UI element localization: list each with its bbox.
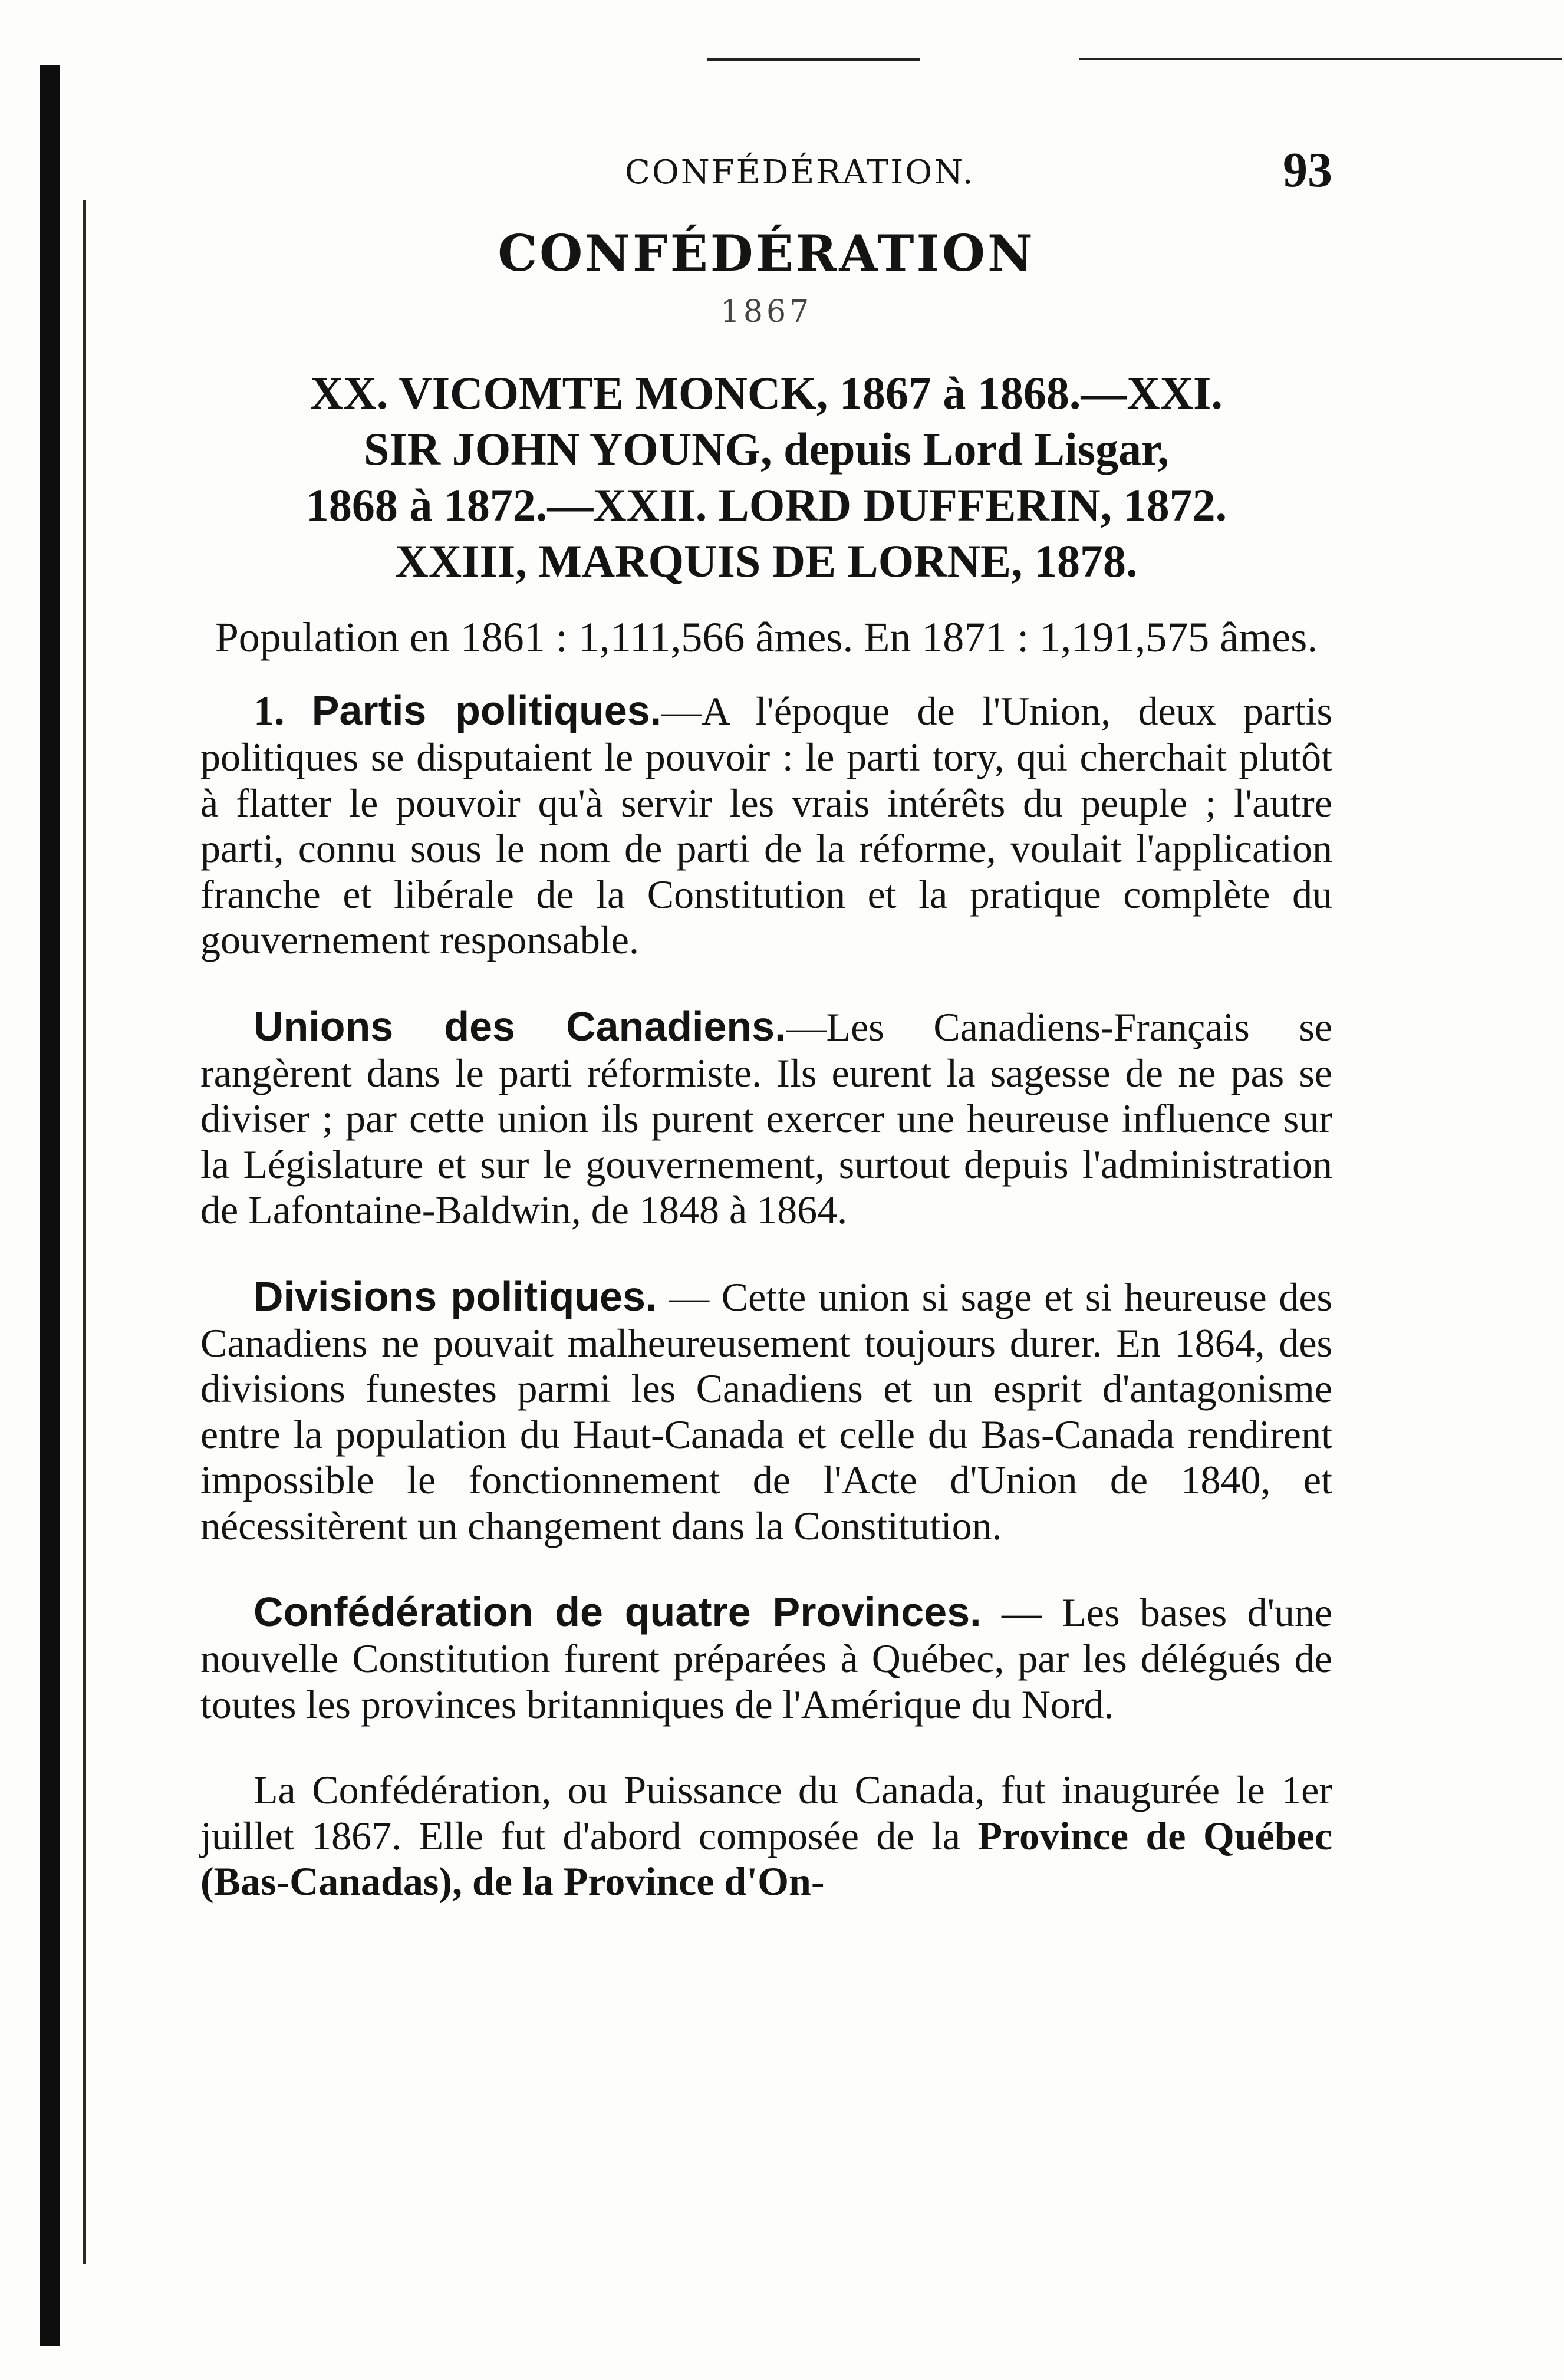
section-text: —Les Canadiens-Français se rangèrent dans le parti réformiste. Ils eurent la sagesse de ne pas se diviser ; par cette union ils purent exercer une heureuse influence sur la Législature et sur le gouvernement, surtout depuis l'administration de Lafontaine-Baldwin, de 1848 à 1864. <box>200 1005 1333 1233</box>
governors-line-1: XX. VICOMTE MONCK, 1867 à 1868.—XXI. <box>310 367 1223 419</box>
binding-shadow <box>83 200 86 2264</box>
governors-line-2: SIR JOHN YOUNG, depuis Lord Lisgar, <box>364 423 1169 475</box>
governors-line-3: 1868 à 1872.—XXII. LORD DUFFERIN, 1872. <box>305 479 1227 531</box>
top-rule-left <box>707 58 920 61</box>
section-number: 1. <box>253 688 285 734</box>
governors-list <box>200 365 1332 590</box>
running-head-title: CONFÉDÉRATION. <box>625 153 975 192</box>
final-paragraph <box>200 1767 1332 1905</box>
population-note: Population en 1861 : 1,111,566 âmes. En 1871 : 1,191,575 âmes. <box>215 613 1318 661</box>
governors-line-4: XXIII, MARQUIS DE LORNE, 1878. <box>395 535 1138 587</box>
section-heading: Confédération de quatre Provinces. <box>253 1589 982 1635</box>
final-paragraph-text: La Confédération, ou Puissance du Canada, fut inaugurée le 1er juillet 1867. Elle fut d'abord composée de la <box>200 1767 1332 1858</box>
section-partis-politiques <box>200 687 1332 963</box>
section-text: — Les bases d'une nouvelle Constitution furent préparées à Québec, par les délégués de toutes les provinces britanniques de l'Amérique du Nord. <box>200 1590 1333 1727</box>
section-heading: Divisions politiques. <box>253 1273 657 1319</box>
final-paragraph-tail: Province de Québec (Bas-Canadas), de la Province d'On- <box>200 1813 1333 1904</box>
section-text: — Cette union si sage et si heureuse des Canadiens ne pouvait malheureusement toujours durer. En 1864, des divisions funestes parmi les Canadiens et un esprit d'antagonisme entre la population du Haut-Canada et celle du Bas-Canada rendirent impossible le fonctionnement de l'Acte d'Union de 1840, et nécessitèrent un changement dans la Constitution. <box>200 1274 1332 1548</box>
section-divisions-politiques <box>200 1273 1332 1549</box>
binding-edge <box>40 65 60 2346</box>
section-text: —A l'époque de l'Union, deux partis politiques se disputaient le pouvoir : le parti tory, qui cherchait plutôt à flatter le pouvoir qu'à servir les vrais intérêts du peuple ; l'autre parti, connu sous le nom de parti de la réforme, voulait l'application franche et libérale de la Constitution et la pratique complète du gouvernement responsable. <box>200 688 1333 963</box>
section-heading: Partis politiques. <box>311 687 662 733</box>
section-heading: Unions des Canadiens. <box>253 1003 786 1049</box>
chapter-title: CONFÉDÉRATION <box>498 224 1035 282</box>
section-confederation <box>200 1589 1332 1727</box>
section-unions-des-canadiens <box>200 1003 1332 1233</box>
chapter-year: 1867 <box>720 294 813 330</box>
book-page <box>200 141 1332 1945</box>
top-rule-right <box>1079 58 1562 60</box>
page-number: 93 <box>1283 143 1332 197</box>
running-head <box>200 141 1332 218</box>
